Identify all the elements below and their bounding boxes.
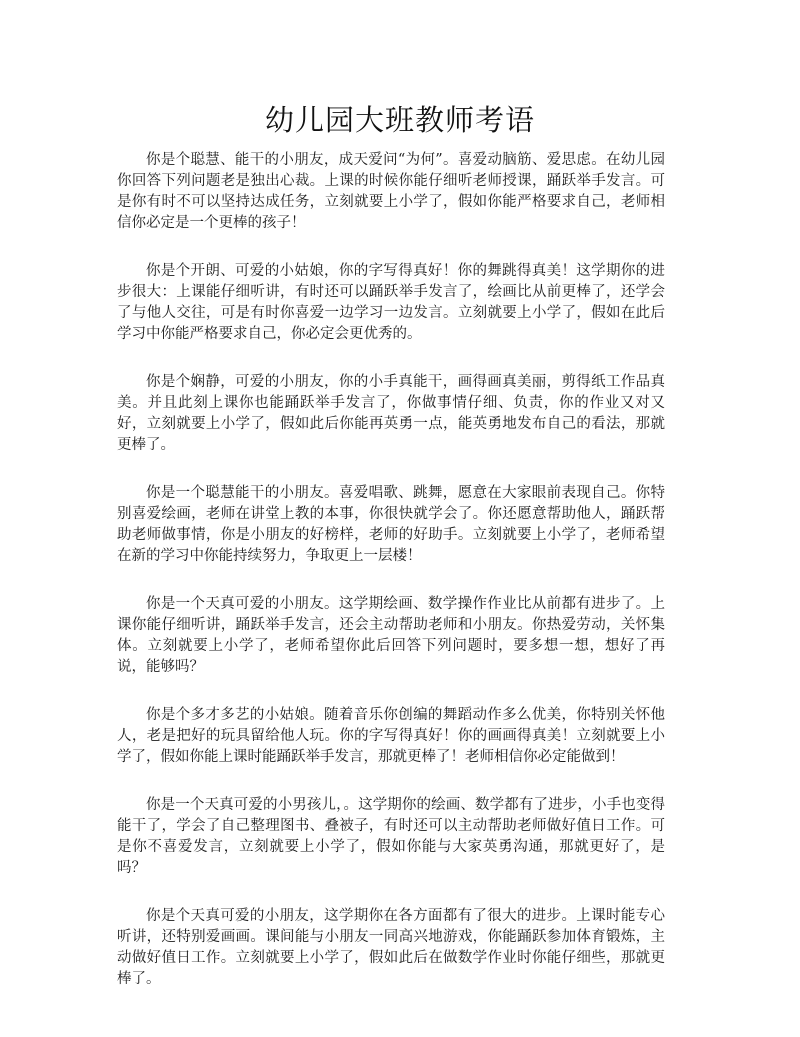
paragraph-7: 你是一个天真可爱的小男孩儿，。这学期你的绘画、数学都有了进步，小手也变得能干了，学会了自己整理图书、叠被子，有时还可以主动帮助老师做好值日工作。可是你不喜爱发言，立刻就要上小学了，假如你能与大家英勇沟通，那就更好了，是吗？ — [117, 797, 665, 876]
paragraph-6: 你是个多才多艺的小姑娘。随着音乐你创编的舞蹈动作多么优美，你特别关怀他人，老是把好的玩具留给他人玩。你的字写得真好！你的画画得真美！立刻就要上小学了，假如你能上课时能踊跃举手发言，那就更棒了！老师相信你必定能做到！ — [117, 707, 665, 765]
paragraph-3: 你是个娴静，可爱的小朋友，你的小手真能干，画得画真美丽，剪得纸工作品真美。并且此刻上课你也能踊跃举手发言了，你做事情仔细、负责，你的作业又对又好，立刻就要上小学了，假如此后你能再英勇一点，能英勇地发布自己的看法，那就更棒了。 — [117, 374, 665, 453]
paragraph-2: 你是个开朗、可爱的小姑娘，你的字写得真好！你的舞跳得真美！这学期你的进步很大：上课能仔细听讲，有时还可以踊跃举手发言了，绘画比从前更棒了，还学会了与他人交往，可是有时你喜爱一边学习一边发言。立刻就要上小学了，假如在此后学习中你能严格要求自己，你必定会更优秀的。 — [117, 263, 665, 342]
paragraph-1: 你是个聪慧、能干的小朋友，成天爱问“为何”。喜爱动脑筋、爱思虑。在幼儿园你回答下列问题老是独出心裁。上课的时候你能仔细听老师授课，踊跃举手发言。可是你有时不可以坚持达成任务，立刻就要上小学了，假如你能严格要求自己，老师相信你必定是一个更棒的孩子！ — [117, 152, 665, 231]
paragraph-8: 你是个天真可爱的小朋友，这学期你在各方面都有了很大的进步。上课时能专心听讲，还特别爱画画。课间能与小朋友一同高兴地游戏，你能踊跃参加体育锻炼，主动做好值日工作。立刻就要上小学了，假如此后在做数学作业时你能仔细些，那就更棒了。 — [117, 908, 665, 987]
document-body — [117, 150, 665, 1017]
paragraph-4: 你是一个聪慧能干的小朋友。喜爱唱歌、跳舞，愿意在大家眼前表现自己。你特别喜爱绘画，老师在讲堂上教的本事，你很快就学会了。你还愿意帮助他人，踊跃帮助老师做事情，你是小朋友的好榜样，老师的好助手。立刻就要上小学了，老师希望在新的学习中你能持续努力，争取更上一层楼！ — [117, 485, 665, 564]
paragraph-5: 你是一个天真可爱的小朋友。这学期绘画、数学操作作业比从前都有进步了。上课你能仔细听讲，踊跃举手发言，还会主动帮助老师和小朋友。你热爱劳动，关怀集体。立刻就要上小学了，老师希望你此后回答下列问题时，要多想一想，想好了再说，能够吗？ — [117, 596, 665, 675]
document-title: 幼儿园大班教师考语 — [264, 103, 535, 137]
